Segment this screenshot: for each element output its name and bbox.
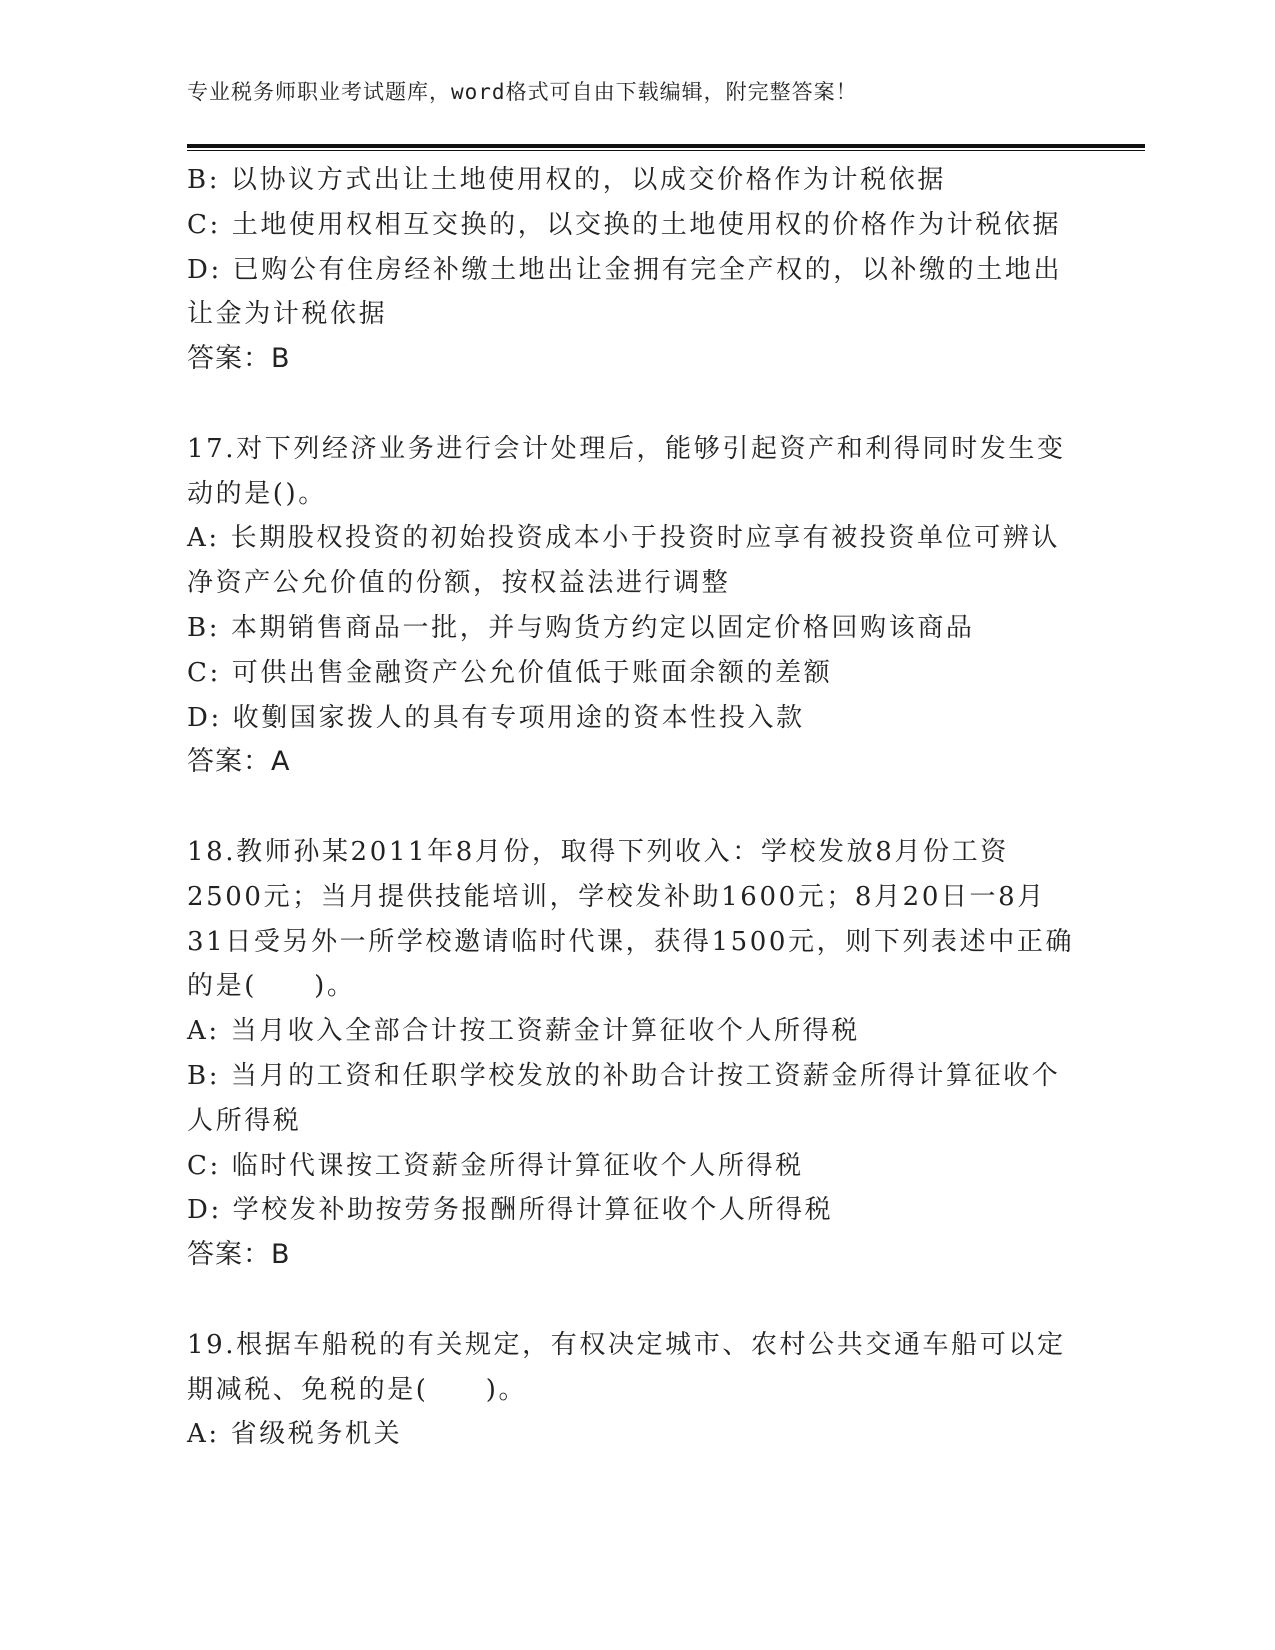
option-line: C: 土地使用权相互交换的，以交换的土地使用权的价格作为计税依据 xyxy=(187,209,1062,240)
answer-line: 答案：A xyxy=(187,746,291,778)
option-line: C: 临时代课按工资薪金所得计算征收个人所得税 xyxy=(187,1150,804,1181)
header-rule-thin xyxy=(187,150,1145,151)
option-line: B: 本期销售商品一批，并与购货方约定以固定价格回购该商品 xyxy=(187,612,975,643)
question-line: 2500元；当月提供技能培训，学校发补助1600元；8月20日一8月 xyxy=(187,881,1046,912)
option-line: B: 当月的工资和任职学校发放的补助合计按工资薪金所得计算征收个 xyxy=(187,1060,1061,1091)
option-line: 净资产公允价值的份额，按权益法进行调整 xyxy=(187,568,731,599)
answer-line: 答案：B xyxy=(187,343,291,375)
blank-gap xyxy=(187,382,1087,427)
option-line: 人所得税 xyxy=(187,1105,302,1136)
option-line: A: 长期股权投资的初始投资成本小于投资时应享有被投资单位可辨认 xyxy=(187,523,1061,554)
option-line: C: 可供出售金融资产公允价值低于账面余额的差额 xyxy=(187,657,833,688)
option-line: B: 以协议方式出让土地使用权的，以成交价格作为计税依据 xyxy=(187,165,946,195)
option-line: 让金为计税依据 xyxy=(187,299,388,330)
option-line: A: 省级税务机关 xyxy=(187,1419,403,1450)
question-content xyxy=(187,158,1087,1457)
option-line: D: 学校发补助按劳务报酬所得计算征收个人所得税 xyxy=(187,1195,834,1226)
blank-gap xyxy=(187,1278,1087,1323)
header-rule-thick xyxy=(187,144,1145,148)
question-line: 18.教师孙某2011年8月份，取得下列收入：学校发放8月份工资 xyxy=(187,836,1009,867)
question-line: 19.根据车船税的有关规定，有权决定城市、农村公共交通车船可以定 xyxy=(187,1329,1066,1360)
answer-line: 答案：B xyxy=(187,1239,291,1271)
page-header: 专业税务师职业考试题库，word格式可自由下载编辑，附完整答案！ xyxy=(187,80,858,104)
option-line: D: 已购公有住房经补缴土地出让金拥有完全产权的，以补缴的土地出 xyxy=(187,254,1063,285)
blank-gap xyxy=(187,785,1087,830)
question-line: 期减税、免税的是( )。 xyxy=(187,1374,528,1405)
question-line: 31日受另外一所学校邀请临时代课，获得1500元，则下列表述中正确 xyxy=(187,926,1075,957)
question-line: 17.对下列经济业务进行会计处理后，能够引起资产和利得同时发生变 xyxy=(187,433,1066,464)
question-line: 动的是()。 xyxy=(187,478,327,509)
option-line: A: 当月收入全部合计按工资薪金计算征收个人所得税 xyxy=(187,1016,860,1047)
question-line: 的是( )。 xyxy=(187,971,356,1002)
option-line: D: 收劐国家拨人的具有专项用途的资本性投入款 xyxy=(187,702,805,733)
